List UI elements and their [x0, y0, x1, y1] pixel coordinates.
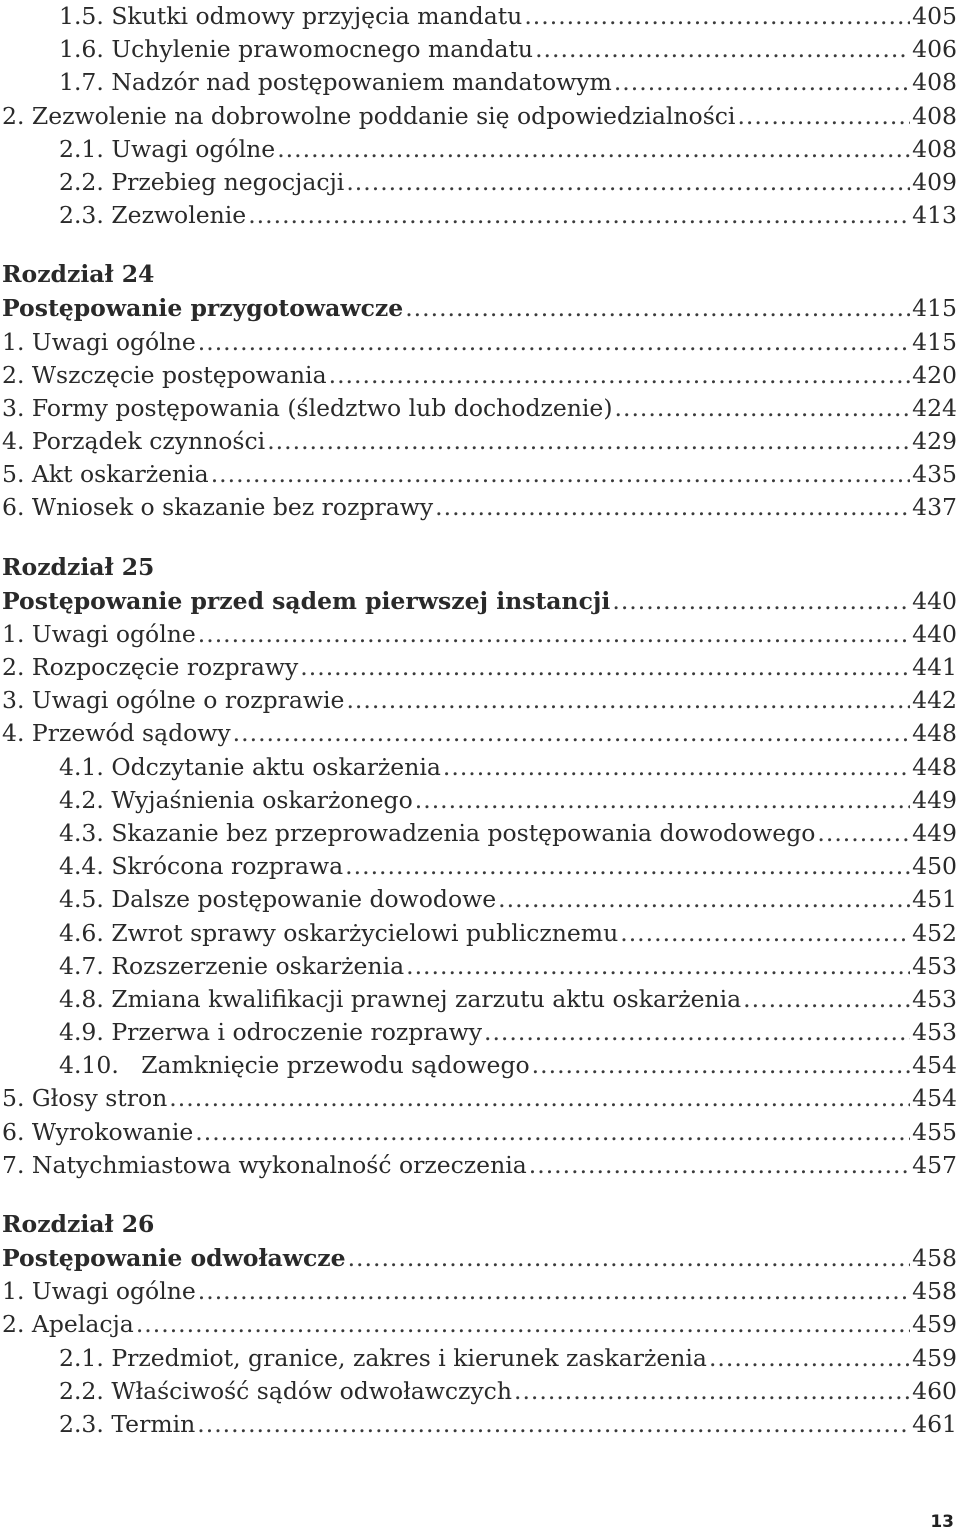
dot-leader — [709, 1342, 910, 1375]
toc-entry-label: Przerwa i odroczenie rozprawy — [111, 1018, 482, 1047]
toc-entry-number: 1. — [2, 1277, 32, 1306]
toc-entry-number: 2.3. — [59, 1409, 112, 1438]
toc-entry — [0, 1116, 957, 1149]
chapter-heading: Rozdział 25 — [2, 552, 155, 581]
dot-leader — [136, 1308, 910, 1341]
toc-entry-page: 449 — [912, 818, 957, 847]
dot-leader — [406, 950, 910, 983]
toc-entry-label: Skutki odmowy przyjęcia mandatu — [111, 2, 523, 30]
toc-entry — [0, 751, 957, 784]
toc-entry — [0, 983, 957, 1016]
toc-entry-number: 2. — [2, 1310, 32, 1339]
toc-entry — [0, 1016, 957, 1049]
toc-entry-page: 408 — [912, 101, 957, 130]
toc-entry-number: 4.2. — [59, 785, 112, 814]
dot-leader — [198, 618, 910, 651]
chapter-title: Postępowanie odwoławcze — [2, 1244, 346, 1272]
toc-entry — [0, 950, 957, 983]
toc-entry-page: 435 — [912, 460, 957, 489]
dot-leader — [405, 292, 910, 325]
toc-entry-page: 441 — [912, 653, 957, 681]
toc-entry-label: Zwrot sprawy oskarżycielowi publicznemu — [111, 918, 619, 947]
toc-entry-label: Wyjaśnienia oskarżonego — [111, 785, 413, 814]
toc-entry-label: Uwagi ogólne — [31, 1277, 196, 1306]
toc-entry-page: 460 — [912, 1376, 957, 1405]
toc-entry-number: 2. — [2, 360, 32, 389]
page-number: 13 — [930, 1512, 954, 1532]
toc-entry-page: 455 — [912, 1117, 957, 1146]
toc-entry-number: 4.8. — [59, 984, 112, 1013]
toc-entry-page: 406 — [912, 35, 957, 64]
toc-entry — [0, 684, 957, 717]
toc-entry-page: 442 — [912, 686, 957, 715]
toc-entry-page: 424 — [912, 393, 957, 422]
chapter-title-row — [0, 585, 957, 618]
toc-entry-label: Uwagi ogólne — [31, 619, 196, 648]
toc-entry-page: 452 — [912, 918, 957, 947]
toc-entry-label: Wszczęcie postępowania — [31, 360, 327, 389]
toc-entry-label: Rozpoczęcie rozprawy — [31, 653, 299, 681]
toc-entry-number: 2.1. — [59, 134, 112, 163]
toc-entry-page: 451 — [912, 885, 957, 914]
toc-entry-page: 458 — [912, 1277, 957, 1306]
toc-entry-page: 429 — [912, 427, 957, 456]
dot-leader — [817, 817, 910, 850]
toc-entry-number: 4. — [2, 719, 32, 748]
toc-entry-label: Zamknięcie przewodu sądowego — [141, 1051, 530, 1080]
toc-entry-label: Wniosek o skazanie bez rozprawy — [31, 493, 434, 522]
chapter-title-row — [0, 1242, 957, 1275]
toc-entry-number: 2. — [2, 653, 32, 681]
toc-entry-number: 2.2. — [59, 1376, 112, 1405]
dot-leader — [348, 1242, 911, 1275]
toc-entry — [0, 1049, 957, 1082]
dot-leader — [484, 1016, 910, 1049]
dot-leader — [195, 1116, 910, 1149]
toc-entry-page: 405 — [912, 2, 957, 30]
toc-entry-label: Rozszerzenie oskarżenia — [111, 951, 405, 980]
toc-entry-page: 448 — [912, 752, 957, 781]
toc-entry-page: 453 — [912, 951, 957, 980]
toc-entry-number: 2. — [2, 101, 32, 130]
toc-entry-label: Dalsze postępowanie dowodowe — [111, 885, 497, 914]
toc-entry-number: 1.5. — [59, 2, 112, 30]
toc-entry-label: Przebieg negocjacji — [111, 167, 345, 196]
toc-entry-page: 413 — [912, 201, 957, 230]
dot-leader — [169, 1082, 910, 1115]
toc-entry-number: 2.2. — [59, 167, 112, 196]
toc-entry-number: 4.6. — [59, 918, 112, 947]
dot-leader — [415, 784, 910, 817]
dot-leader — [211, 458, 910, 491]
toc-entry-number: 4.1. — [59, 752, 112, 781]
dot-leader — [612, 585, 910, 618]
toc-entry-page: 459 — [912, 1343, 957, 1372]
chapter-heading: Rozdział 26 — [2, 1210, 155, 1238]
toc-entry-label: Uwagi ogólne — [111, 134, 276, 163]
toc-entry-number: 1.6. — [59, 35, 112, 64]
toc-entry-page: 450 — [912, 852, 957, 881]
toc-entry-label: Formy postępowania (śledztwo lub dochodzenie) — [31, 393, 613, 422]
chapter-title: Postępowanie przed sądem pierwszej instancji — [2, 586, 611, 615]
toc-entry-label: Termin — [111, 1409, 196, 1438]
chapter-title-page: 458 — [912, 1244, 957, 1272]
toc-entry-label: Właściwość sądów odwoławczych — [111, 1376, 512, 1405]
dot-leader — [498, 883, 910, 916]
toc-entry — [0, 33, 957, 66]
toc-entry-page: 437 — [912, 493, 957, 522]
toc-entry-label: Natychmiastowa wykonalność orzeczenia — [31, 1150, 527, 1179]
toc-entry-label: Uwagi ogólne — [31, 327, 196, 356]
toc-entry-page: 408 — [912, 134, 957, 163]
toc-entry — [0, 1149, 957, 1182]
toc-entry — [0, 1408, 957, 1441]
toc-entry-number: 6. — [2, 1117, 32, 1146]
toc-entry — [0, 1082, 957, 1115]
toc-entry-page: 453 — [912, 984, 957, 1013]
toc-entry-label: Przewód sądowy — [31, 719, 231, 748]
toc-entry-number: 4.4. — [59, 852, 112, 881]
toc-entry-label: Odczytanie aktu oskarżenia — [111, 752, 441, 781]
toc-entry-page: 461 — [912, 1409, 957, 1438]
toc-entry-page: 453 — [912, 1018, 957, 1047]
chapter-title: Postępowanie przygotowawcze — [2, 294, 404, 323]
toc-entry-number: 5. — [2, 460, 32, 489]
toc-entry-page: 454 — [912, 1051, 957, 1080]
toc-entry-label: Przedmiot, granice, zakres i kierunek zaskarżenia — [111, 1343, 707, 1372]
toc-entry-page: 449 — [912, 785, 957, 814]
toc-entry-number: 6. — [2, 493, 32, 522]
toc-entry-page: 457 — [912, 1150, 957, 1179]
toc-entry-page: 459 — [912, 1310, 957, 1339]
dot-leader — [277, 133, 910, 166]
dot-leader — [300, 651, 910, 684]
toc-entry-label: Wyrokowanie — [31, 1117, 194, 1146]
toc-entry-number: 2.1. — [59, 1343, 112, 1372]
toc-entry — [0, 66, 957, 99]
dot-leader — [198, 1275, 910, 1308]
toc-entry-page: 448 — [912, 719, 957, 748]
toc-entry — [0, 166, 957, 199]
toc-entry-label: Zezwolenie na dobrowolne poddanie się odpowiedzialności — [31, 101, 736, 130]
dot-leader — [197, 1408, 910, 1441]
dot-leader — [614, 66, 910, 99]
toc-entry-page: 409 — [912, 167, 957, 196]
toc-entry-number: 3. — [2, 393, 32, 422]
toc-entry-page: 415 — [912, 327, 957, 356]
dot-leader — [233, 717, 910, 750]
chapter-title-page: 440 — [912, 586, 957, 615]
toc-entry-label: Uwagi ogólne o rozprawie — [31, 686, 345, 715]
toc-entry-number: 1.7. — [59, 68, 112, 97]
toc-entry-number: 4.9. — [59, 1018, 112, 1047]
toc-entry — [0, 199, 957, 232]
toc-entry — [0, 850, 957, 883]
toc-entry — [0, 817, 957, 850]
toc-entry — [0, 883, 957, 916]
dot-leader — [620, 917, 910, 950]
toc-entry-page: 440 — [912, 619, 957, 648]
toc-entry-number: 7. — [2, 1150, 32, 1179]
toc-entry — [0, 425, 957, 458]
dot-leader — [346, 684, 910, 717]
toc-entry — [0, 1308, 957, 1341]
toc-entry — [0, 100, 957, 133]
toc-entry — [0, 458, 957, 491]
dot-leader — [346, 166, 910, 199]
dot-leader — [514, 1375, 910, 1408]
dot-leader — [524, 0, 910, 33]
toc-entry — [0, 0, 957, 33]
toc-entry — [0, 784, 957, 817]
toc-entry-label: Nadzór nad postępowaniem mandatowym — [111, 68, 612, 97]
toc-entry-page: 408 — [912, 68, 957, 97]
toc-entry — [0, 326, 957, 359]
toc-entry-label: Apelacja — [31, 1310, 134, 1339]
toc-entry — [0, 1375, 957, 1408]
toc-entry-label: Zezwolenie — [111, 201, 247, 230]
toc-entry-label: Skrócona rozprawa — [111, 852, 344, 881]
dot-leader — [329, 359, 911, 392]
chapter-heading: Rozdział 24 — [2, 260, 155, 289]
toc-entry — [0, 1275, 957, 1308]
toc-entry-number: 3. — [2, 686, 32, 715]
toc-entry-label: Skazanie bez przeprowadzenia postępowania dowodowego — [111, 818, 816, 847]
toc-entry-number: 4.5. — [59, 885, 112, 914]
toc-entry-number: 1. — [2, 327, 32, 356]
chapter-title-page: 415 — [912, 294, 957, 323]
toc-entry-label: Akt oskarżenia — [31, 460, 209, 489]
toc-entry-number: 4.3. — [59, 818, 112, 847]
toc-entry — [0, 618, 957, 651]
dot-leader — [532, 1049, 910, 1082]
toc-entry-label: Zmiana kwalifikacji prawnej zarzutu aktu oskarżenia — [111, 984, 742, 1013]
dot-leader — [248, 199, 910, 232]
toc-entry — [0, 917, 957, 950]
toc-entry-label: Głosy stron — [31, 1084, 168, 1113]
toc-entry — [0, 392, 957, 425]
dot-leader — [443, 751, 910, 784]
toc-entry-number: 2.3. — [59, 201, 112, 230]
toc-entry-number: 1. — [2, 619, 32, 648]
dot-leader — [435, 491, 910, 524]
toc-entry — [0, 651, 957, 684]
dot-leader — [535, 33, 910, 66]
toc-entry — [0, 491, 957, 524]
chapter-title-row — [0, 292, 957, 325]
dot-leader — [267, 425, 910, 458]
toc-entry — [0, 133, 957, 166]
dot-leader — [737, 100, 910, 133]
dot-leader — [345, 850, 910, 883]
toc-entry — [0, 717, 957, 750]
dot-leader — [615, 392, 911, 425]
toc-entry-number: 4.10. — [59, 1051, 142, 1080]
toc-entry-page: 420 — [912, 360, 957, 389]
toc-entry-number: 4.7. — [59, 951, 112, 980]
toc-entry-number: 5. — [2, 1084, 32, 1113]
toc-entry — [0, 359, 957, 392]
toc-entry-label: Porządek czynności — [31, 427, 266, 456]
dot-leader — [198, 326, 910, 359]
dot-leader — [529, 1149, 910, 1182]
dot-leader — [743, 983, 910, 1016]
toc-entry-number: 4. — [2, 427, 32, 456]
toc-entry-page: 454 — [912, 1084, 957, 1113]
toc-entry — [0, 1342, 957, 1375]
toc-entry-label: Uchylenie prawomocnego mandatu — [111, 35, 534, 64]
